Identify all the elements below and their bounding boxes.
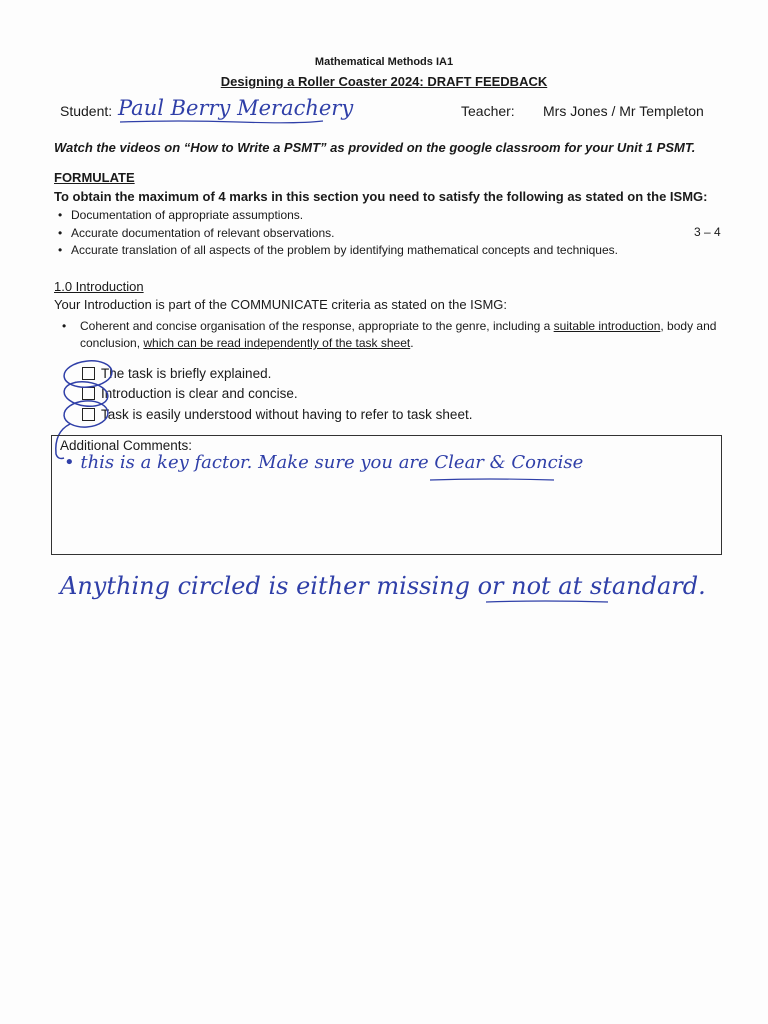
student-label: Student: (60, 103, 113, 119)
introduction-heading: 1.0 Introduction (54, 279, 144, 294)
student-name-underline (118, 118, 328, 126)
footer-handwritten-note: Anything circled is either missing or not at standard. (60, 572, 706, 600)
checklist-item[interactable]: Introduction is clear and concise. (82, 386, 298, 401)
marks-range: 3 – 4 (694, 225, 721, 239)
checklist-item[interactable]: The task is briefly explained. (82, 366, 271, 381)
course-name: Mathematical Methods IA1 (314, 56, 454, 68)
list-item: • Accurate translation of all aspects of the problem by identifying mathematical concepts and techniques. (54, 242, 714, 260)
underlined-phrase: which can be read independently of the task sheet (143, 336, 411, 350)
introduction-intro: Your Introduction is part of the COMMUNICATE criteria as stated on the ISMG: (54, 297, 508, 312)
formulate-criteria-list (54, 207, 714, 260)
formulate-intro: To obtain the maximum of 4 marks in this section you need to satisfy the following as stated on the ISMG: (54, 189, 708, 204)
document-title: Designing a Roller Coaster 2024: DRAFT FEEDBACK (220, 74, 548, 89)
footer-underline (484, 598, 614, 606)
communicate-criteria-list (54, 318, 724, 352)
student-name-handwritten: Paul Berry Merachery (118, 96, 354, 120)
teacher-names: Mrs Jones / Mr Templeton (543, 103, 704, 119)
video-instruction: Watch the videos on “How to Write a PSMT” as provided on the google classroom for your Unit 1 PSMT. (54, 140, 696, 155)
comment-underline (428, 477, 558, 483)
comments-label: Additional Comments: (60, 438, 193, 453)
formulate-heading: FORMULATE (54, 170, 135, 185)
list-item: • Documentation of appropriate assumptions. (54, 207, 714, 225)
underlined-phrase: suitable introduction (553, 319, 661, 333)
teacher-label: Teacher: (461, 103, 515, 119)
checklist-item[interactable]: Task is easily understood without having to refer to task sheet. (82, 407, 472, 422)
comment-handwritten: • this is a key factor. Make sure you are Clear & Concise (64, 452, 584, 473)
list-item: • Coherent and concise organisation of the response, appropriate to the genre, including a suitable introduction, body and conclusion, which can be read independently of the task sheet. (54, 318, 724, 352)
list-item: • Accurate documentation of relevant observations. (54, 225, 714, 243)
